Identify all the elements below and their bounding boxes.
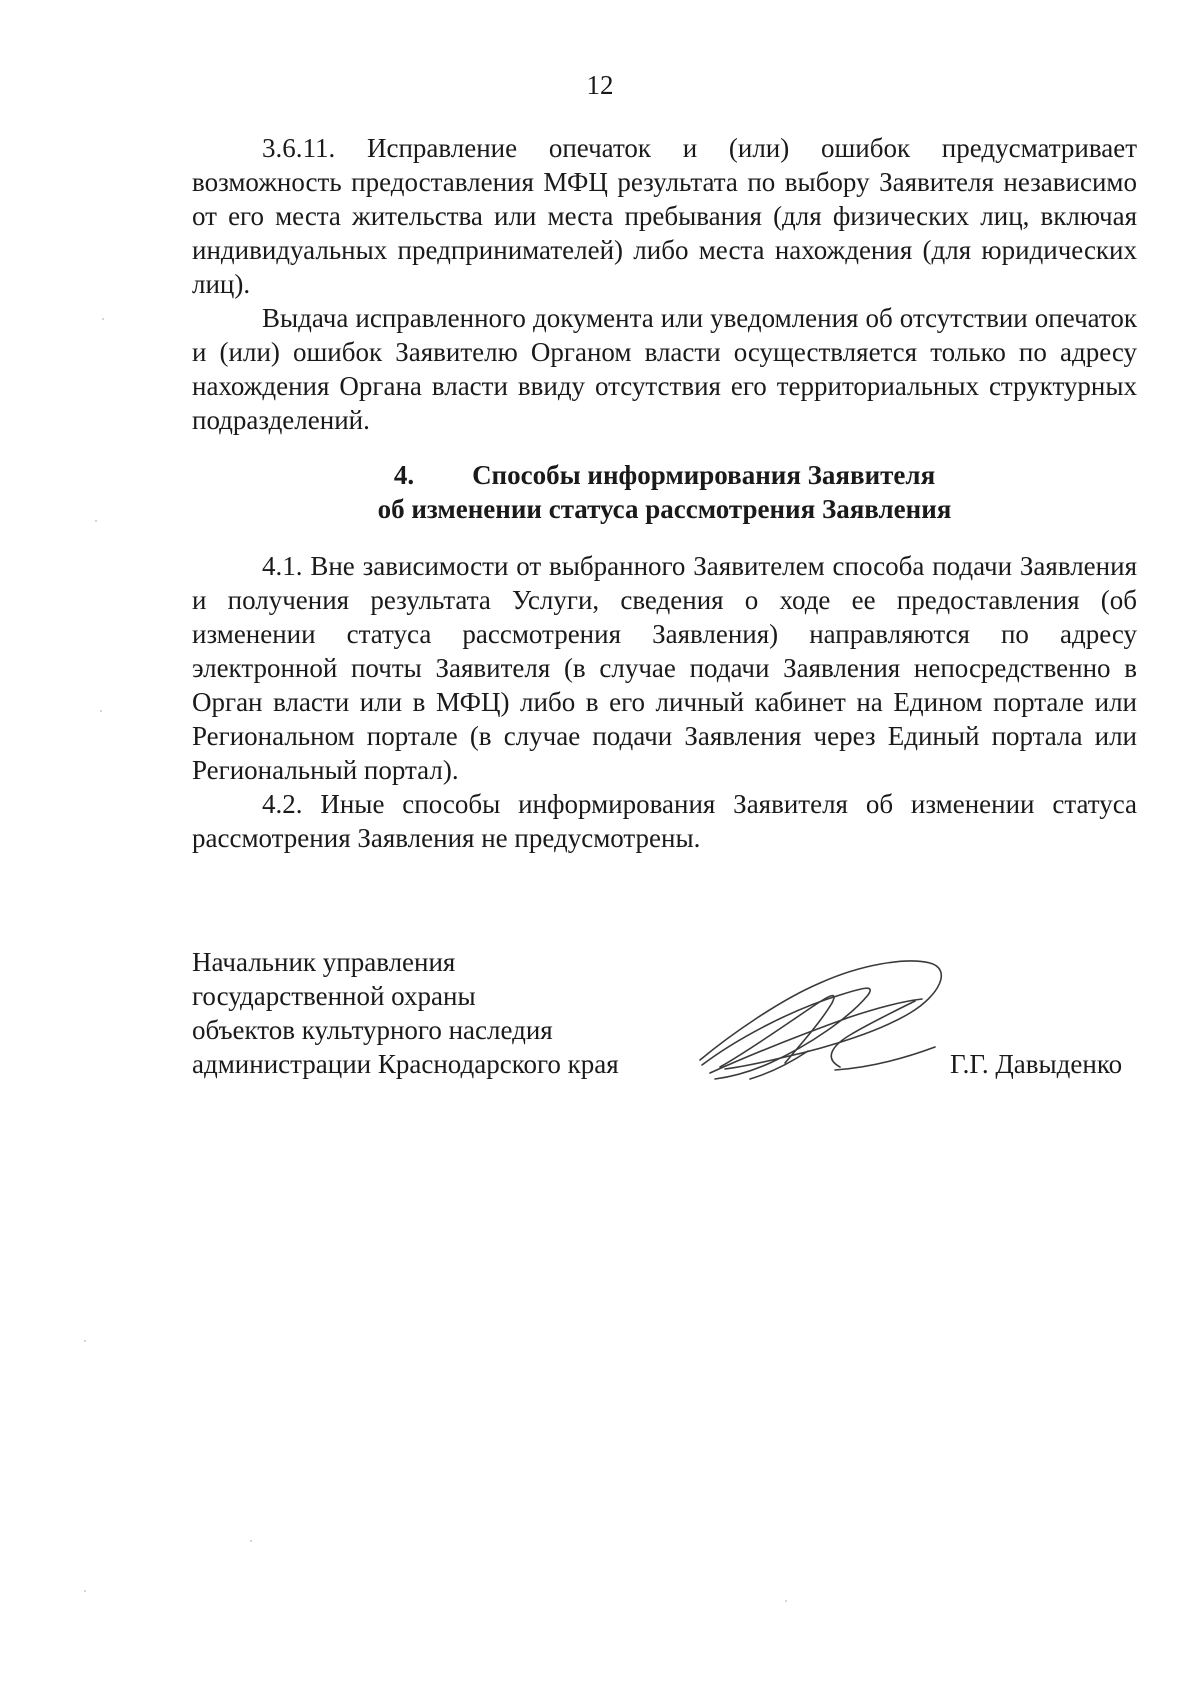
section-4-number: 4. [393, 460, 415, 490]
position-line-1: Начальник управления [192, 947, 456, 977]
section-4-heading [192, 458, 1137, 526]
paragraph-4-2: 4.2. Иные способы информирования Заявителя об изменении статуса рассмотрения Заявления не предусмотрены. [192, 789, 1137, 853]
scan-speck [84, 1340, 86, 1342]
paragraph-4-1: 4.1. Вне зависимости от выбранного Заявителем способа подачи Заявления и получения результата Услуги, сведения о ходе ее предоставления (об изменении статуса рассмотрения Заявления) направляются по адресу электронной почты Заявителя (в случае подачи Заявления непосредственно в Орган власти или в МФЦ) либо в его личный кабинет на Едином портале или Региональном портале (в случае подачи Заявления через Единый портала или Региональный портал). [192, 551, 1137, 785]
section-3-text [192, 131, 1137, 437]
position-line-2: государственной охраны [192, 981, 476, 1011]
position-line-4: администрации Краснодарского края [192, 1049, 619, 1079]
page-number: 12 [586, 70, 614, 100]
scan-speck [100, 710, 102, 712]
paragraph-3-6-11: 3.6.11. Исправление опечаток и (или) ошибок предусматривает возможность предоставления МФЦ результата по выбору Заявителя независимо от его места жительства или места пребывания (для физических лиц, включая индивидуальных предпринимателей) либо места нахождения (для юридических лиц). [192, 133, 1137, 299]
scan-speck [250, 1540, 252, 1542]
signatory-position [192, 945, 619, 1081]
signatory-name: Г.Г. Давыденко [950, 1049, 1123, 1079]
section-4-heading-line-1 [192, 458, 1137, 492]
scan-speck [785, 1600, 787, 1602]
section-4-title-line-1: Способы информирования Заявителя [472, 460, 936, 490]
paragraph-issuance: Выдача исправленного документа или уведомления об отсутствии опечаток и (или) ошибок Заявителю Органом власти осуществляется только по адресу нахождения Органа власти ввиду отсутствия его территориальных структурных подразделений. [192, 303, 1137, 435]
handwritten-signature [690, 955, 950, 1085]
section-4-title-line-2: об изменении статуса рассмотрения Заявления [377, 494, 952, 524]
position-line-3: объектов культурного наследия [192, 1015, 553, 1045]
scan-speck [102, 318, 104, 320]
scan-speck [84, 1590, 86, 1592]
scan-speck [95, 520, 97, 522]
section-4-text [192, 549, 1137, 855]
